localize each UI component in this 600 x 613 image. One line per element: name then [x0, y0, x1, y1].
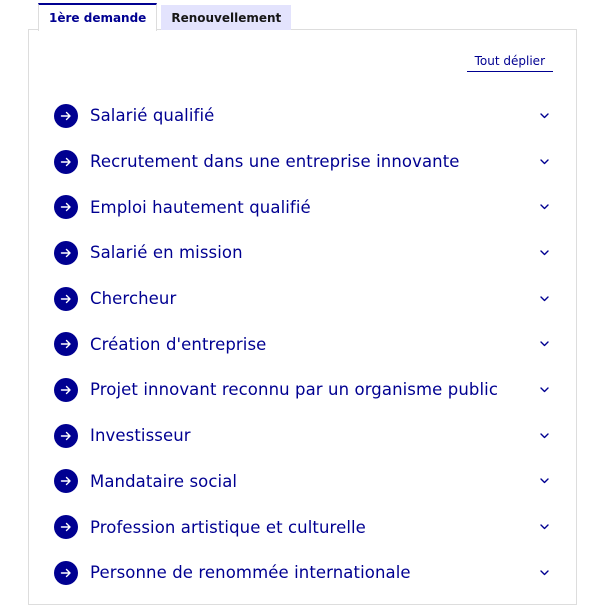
accordion-item[interactable]	[54, 413, 553, 459]
accordion-item[interactable]	[54, 184, 553, 230]
tab-panel	[28, 29, 577, 605]
expand-all-button[interactable]: Tout déplier	[467, 54, 553, 72]
chevron-down-icon[interactable]	[539, 385, 549, 395]
chevron-down-icon[interactable]	[539, 476, 549, 486]
arrow-right-circle-icon	[54, 424, 78, 448]
accordion-item-label: Chercheur	[90, 289, 177, 309]
arrow-right-circle-icon	[54, 150, 78, 174]
accordion-item-label: Salarié en mission	[90, 243, 243, 263]
accordion-item-label: Création d'entreprise	[90, 334, 267, 354]
chevron-down-icon[interactable]	[539, 248, 549, 258]
arrow-right-circle-icon	[54, 104, 78, 128]
accordion-item-label: Salarié qualifié	[90, 106, 215, 126]
accordion-item[interactable]	[54, 504, 553, 550]
arrow-right-circle-icon	[54, 515, 78, 539]
tab-first-request[interactable]: 1ère demande	[38, 3, 157, 31]
arrow-right-circle-icon	[54, 378, 78, 402]
arrow-right-circle-icon	[54, 561, 78, 585]
accordion-item-label: Profession artistique et culturelle	[90, 517, 366, 537]
accordion-item[interactable]	[54, 367, 553, 413]
accordion-item-label: Personne de renommée internationale	[90, 563, 411, 583]
accordion-item[interactable]	[54, 459, 553, 505]
arrow-right-circle-icon	[54, 287, 78, 311]
accordion-item[interactable]	[54, 550, 553, 596]
accordion-item[interactable]	[54, 321, 553, 367]
accordion-item[interactable]	[54, 276, 553, 322]
accordion-item[interactable]	[54, 93, 553, 139]
chevron-down-icon[interactable]	[539, 522, 549, 532]
chevron-down-icon[interactable]	[539, 339, 549, 349]
arrow-right-circle-icon	[54, 241, 78, 265]
accordion-item-label: Mandataire social	[90, 471, 238, 491]
accordion-item-label: Emploi hautement qualifié	[90, 197, 311, 217]
accordion-list	[54, 93, 553, 596]
accordion-item-label: Recrutement dans une entreprise innovante	[90, 152, 460, 172]
accordion-item[interactable]	[54, 139, 553, 185]
accordion-item-label: Projet innovant reconnu par un organisme public	[90, 380, 499, 400]
chevron-down-icon[interactable]	[539, 431, 549, 441]
chevron-down-icon[interactable]	[539, 111, 549, 121]
tab-renewal[interactable]: Renouvellement	[161, 5, 291, 30]
tab-list	[38, 3, 291, 30]
accordion-item[interactable]	[54, 230, 553, 276]
accordion-item-label: Investisseur	[90, 426, 191, 446]
arrow-right-circle-icon	[54, 332, 78, 356]
chevron-down-icon[interactable]	[539, 568, 549, 578]
chevron-down-icon[interactable]	[539, 157, 549, 167]
arrow-right-circle-icon	[54, 195, 78, 219]
chevron-down-icon[interactable]	[539, 294, 549, 304]
chevron-down-icon[interactable]	[539, 202, 549, 212]
arrow-right-circle-icon	[54, 469, 78, 493]
